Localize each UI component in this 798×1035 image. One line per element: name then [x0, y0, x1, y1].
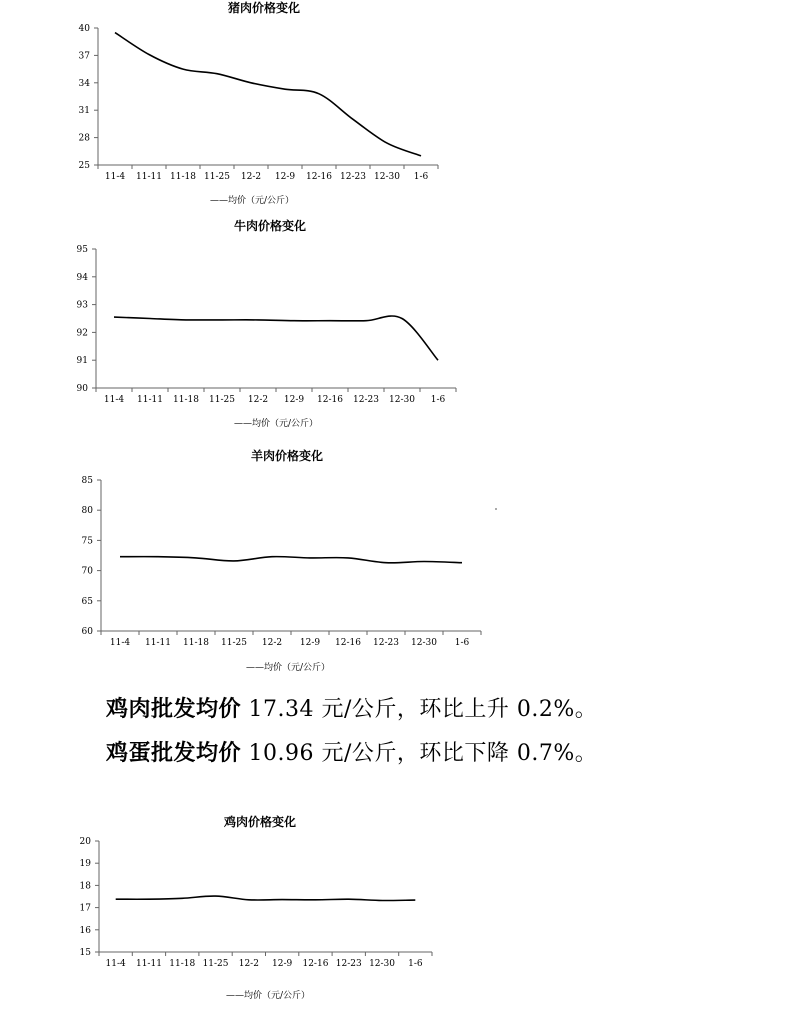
x-tick-label: 11-18 [173, 395, 199, 405]
y-tick-label: 94 [76, 272, 88, 283]
y-tick-label: 28 [78, 133, 90, 144]
x-tick-label: 11-18 [170, 172, 196, 182]
x-tick-label: 12-16 [302, 959, 329, 969]
beef-price-chart [0, 215, 798, 445]
stray-dot [495, 508, 497, 510]
x-tick-label: 1-6 [413, 172, 429, 182]
y-tick-label: 90 [76, 384, 88, 394]
mutton-price-chart [0, 445, 798, 680]
series-line [120, 557, 462, 563]
x-tick-label: 12-23 [340, 172, 366, 182]
series-line [116, 896, 416, 900]
x-tick-label: 11-25 [204, 172, 230, 182]
chart-title: 鸡肉价格变化 [223, 815, 297, 829]
y-tick-label: 95 [76, 245, 88, 255]
chicken-summary [106, 692, 597, 723]
x-tick-label: 12-23 [335, 959, 362, 969]
x-tick-label: 12-9 [272, 959, 293, 969]
x-tick-label: 12-2 [247, 395, 269, 405]
x-tick-label: 1-6 [408, 959, 423, 969]
x-tick-label: 12-30 [411, 638, 437, 648]
egg-summary [106, 736, 597, 767]
y-tick-label: 19 [79, 859, 91, 870]
x-tick-label: 12-30 [369, 959, 396, 969]
x-tick-label: 12-23 [353, 395, 379, 405]
y-tick-label: 75 [81, 536, 93, 547]
x-tick-label: 12-2 [261, 638, 283, 648]
chicken-price-chart [0, 805, 798, 1030]
y-tick-label: 85 [81, 476, 93, 486]
x-tick-label: 12-16 [317, 395, 343, 405]
legend-label: ——均价（元/公斤） [245, 663, 331, 673]
x-tick-label: 1-6 [454, 638, 470, 648]
y-tick-label: 93 [76, 300, 88, 311]
y-tick-label: 60 [81, 627, 93, 637]
chart-title: 羊肉价格变化 [250, 449, 324, 463]
x-tick-label: 11-4 [109, 638, 131, 648]
x-tick-label: 11-18 [183, 638, 209, 648]
y-tick-label: 65 [81, 596, 93, 607]
x-tick-label: 11-25 [202, 959, 229, 969]
x-tick-label: 12-9 [283, 395, 305, 405]
x-tick-label: 11-11 [135, 959, 162, 969]
x-tick-label: 11-18 [169, 959, 196, 969]
x-tick-label: 11-4 [103, 395, 125, 405]
x-tick-label: 12-23 [373, 638, 399, 648]
y-tick-label: 25 [78, 161, 90, 171]
x-tick-label: 11-11 [136, 172, 162, 182]
x-tick-label: 12-16 [335, 638, 361, 648]
x-tick-label: 12-9 [274, 172, 296, 182]
x-tick-label: 12-2 [238, 959, 259, 969]
legend-label: ——均价（元/公斤） [233, 419, 319, 429]
y-tick-label: 18 [79, 881, 91, 892]
y-tick-label: 16 [79, 925, 91, 936]
x-tick-label: 1-6 [430, 395, 446, 405]
y-tick-label: 80 [81, 506, 93, 517]
chicken-summary-lead: 鸡肉批发均价 [106, 696, 242, 722]
y-tick-label: 20 [79, 837, 91, 847]
x-tick-label: 11-25 [221, 638, 247, 648]
egg-summary-detail: 10.96 元/公斤，环比下降 0.7%。 [241, 741, 598, 766]
x-tick-label: 11-25 [209, 395, 235, 405]
y-tick-label: 40 [78, 24, 90, 34]
series-line [114, 316, 438, 360]
y-tick-label: 17 [79, 903, 91, 914]
x-tick-label: 11-4 [105, 959, 126, 969]
x-tick-label: 12-30 [374, 172, 400, 182]
legend-label: ——均价（元/公斤） [225, 991, 311, 1001]
x-tick-label: 11-4 [104, 172, 126, 182]
pork-price-chart [0, 0, 798, 215]
y-tick-label: 31 [78, 106, 90, 117]
chicken-summary-detail: 17.34 元/公斤，环比上升 0.2%。 [241, 697, 598, 722]
chart-title: 猪肉价格变化 [227, 1, 301, 15]
y-tick-label: 37 [78, 51, 90, 62]
y-tick-label: 15 [79, 948, 91, 958]
x-tick-label: 11-11 [137, 395, 163, 405]
legend-label: ——均价（元/公斤） [209, 196, 295, 206]
x-tick-label: 12-9 [299, 638, 321, 648]
y-tick-label: 34 [78, 78, 90, 89]
chart-title: 牛肉价格变化 [233, 219, 307, 233]
y-tick-label: 70 [81, 566, 93, 577]
x-tick-label: 12-2 [240, 172, 262, 182]
y-tick-label: 92 [76, 328, 88, 339]
y-tick-label: 91 [76, 356, 88, 367]
x-tick-label: 12-16 [306, 172, 332, 182]
series-line [115, 33, 421, 156]
x-tick-label: 12-30 [389, 395, 415, 405]
egg-summary-lead: 鸡蛋批发均价 [106, 740, 242, 766]
x-tick-label: 11-11 [145, 638, 171, 648]
